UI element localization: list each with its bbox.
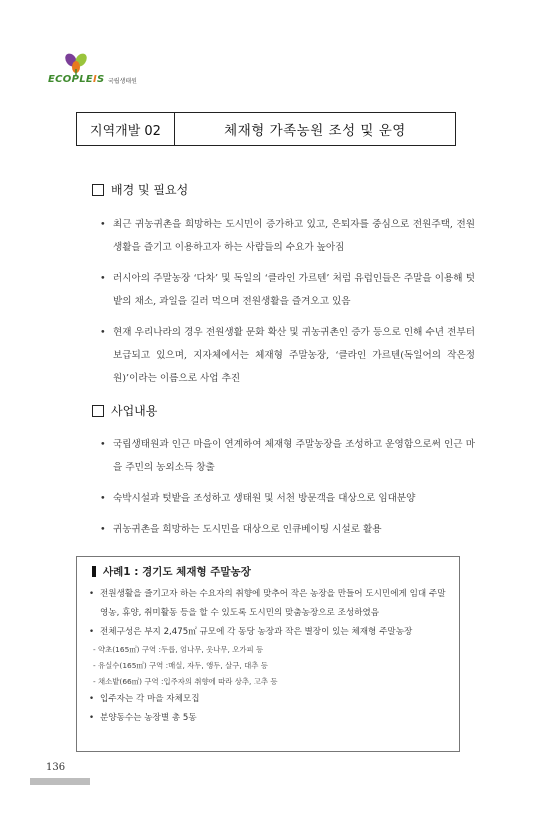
- list-item: • 국립생태원과 인근 마을이 연계하여 체재형 주말농장을 조성하고 운영함으로써 인근 마을 주민의 농외소득 창출: [100, 433, 475, 479]
- title-bar-icon: [92, 566, 96, 577]
- list-item: • 러시아의 주말농장 ‘다차’ 및 독일의 ‘클라인 가르텐’ 처럼 유럽인들은 주말을 이용해 텃밭의 채소, 과일을 길러 먹으며 전원생활을 즐겨오고 있음: [100, 267, 475, 313]
- case-bullet: • 분양동수는 농장별 총 5동: [89, 709, 449, 728]
- category-label: 지역개발 02: [77, 113, 175, 145]
- background-list: [100, 213, 475, 390]
- page-title: 체재형 가족농원 조성 및 운영: [224, 123, 406, 139]
- case-bullet: • 입주자는 각 마을 자체모집: [89, 690, 449, 709]
- section-heading-content: 사업내용: [92, 402, 157, 419]
- logo-subtitle: 국립생태원: [108, 78, 137, 85]
- checkbox-square-icon: [92, 405, 104, 417]
- case-study-list: [89, 585, 449, 728]
- case-bullet: • 전체구성은 부지 2,475㎡ 규모에 각 동당 농장과 작은 별장이 있는 체재형 주말농장: [89, 623, 449, 642]
- case-subitem: - 채소밭(66㎡) 구역 :입주자의 취향에 따라 상추, 고추 등: [93, 677, 278, 686]
- case-bullet: • 전원생활을 즐기고자 하는 수요자의 취향에 맞추어 작은 농장을 만들어 도시민에게 임대 주말영농, 휴양, 취미활동 등을 할 수 있도록 도시민의 맞춤농장으로 조성하였음: [89, 585, 449, 623]
- logo: [48, 52, 178, 92]
- logo-wordmark: ECOPLEIS: [48, 74, 105, 85]
- case-study-box: [76, 556, 460, 752]
- list-item: • 귀농귀촌을 희망하는 도시민을 대상으로 인큐베이팅 시설로 활용: [100, 518, 475, 541]
- list-item: • 현재 우리나라의 경우 전원생활 문화 확산 및 귀농귀촌인 증가 등으로 인해 수년 전부터 보급되고 있으며, 지자체에서는 체재형 주말농장, ‘클라인 가르텐(독일어의 작은정원)’이라는 이름으로 사업 추진: [100, 321, 475, 390]
- case-study-title: 사례1 : 경기도 체재형 주말농장: [92, 564, 251, 579]
- page-number-bar: [30, 778, 90, 785]
- case-subitem: - 약초(165㎡) 구역 :두릅, 엄나무, 옷나무, 오가피 등: [93, 645, 264, 654]
- case-subitem: - 유실수(165㎡) 구역 :매실, 자두, 앵두, 살구, 대추 등: [93, 661, 268, 670]
- page-title-box: [76, 112, 456, 146]
- section-heading-background: 배경 및 필요성: [92, 181, 188, 198]
- list-item: • 숙박시설과 텃밭을 조성하고 생태원 및 서천 방문객을 대상으로 임대분양: [100, 487, 475, 510]
- list-item: • 최근 귀농귀촌을 희망하는 도시민이 증가하고 있고, 은퇴자를 중심으로 전원주택, 전원생활을 즐기고 이용하고자 하는 사람들의 수요가 높아짐: [100, 213, 475, 259]
- checkbox-square-icon: [92, 184, 104, 196]
- leaf-logo-icon: [63, 52, 89, 76]
- content-list: [100, 433, 475, 541]
- page-number: 136: [46, 762, 66, 773]
